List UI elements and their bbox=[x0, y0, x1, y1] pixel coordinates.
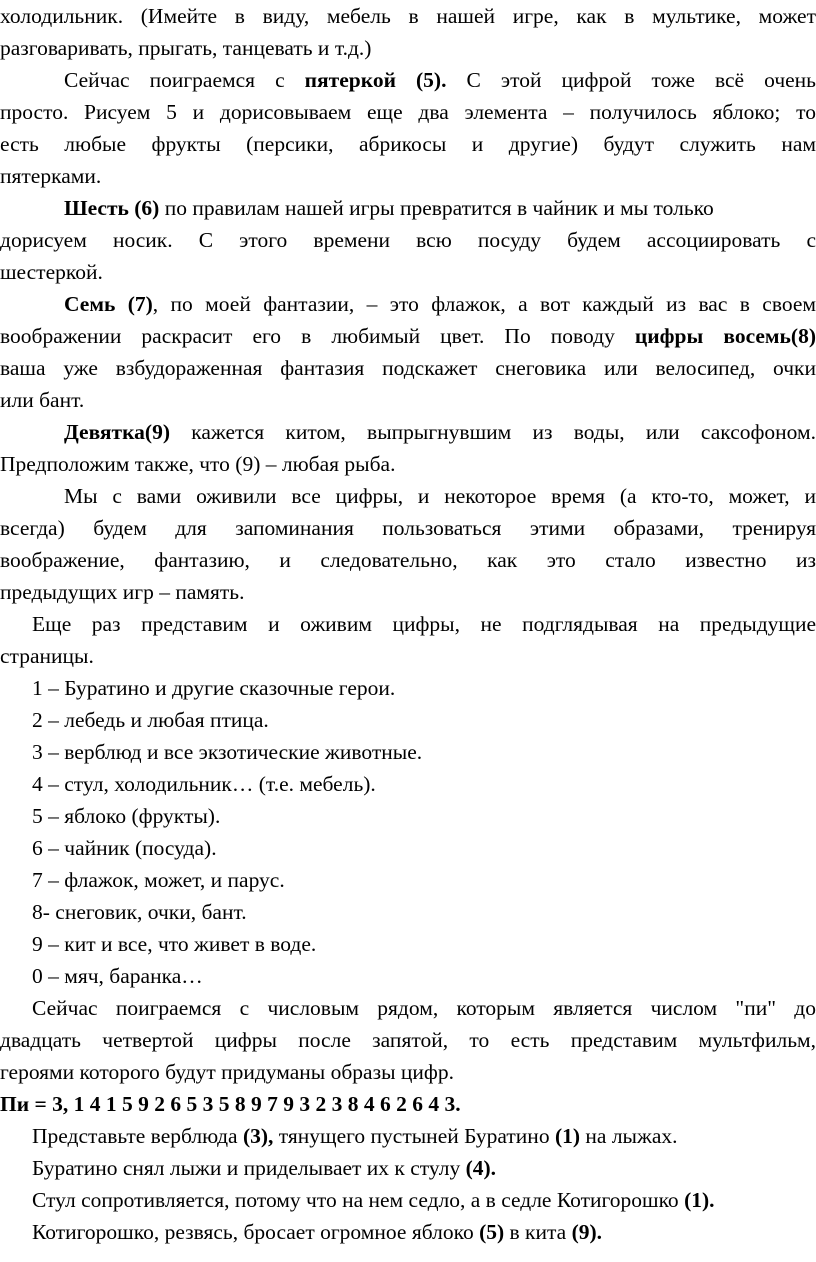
text-line: Шесть (6) по правилам нашей игры превратится в чайник и мы только bbox=[64, 196, 714, 220]
text-line: просто. Рисуем 5 и дорисовываем еще два элемента – получилось яблоко; то bbox=[0, 100, 816, 124]
text-line: есть любые фрукты (персики, абрикосы и другие) будут служить нам bbox=[0, 132, 816, 156]
bold-term: Девятка(9) bbox=[64, 420, 170, 444]
bold-term: Пи = 3, 1 4 1 5 9 2 6 5 3 5 8 9 7 9 3 2 3 8 4 6 2 6 4 3. bbox=[0, 1092, 461, 1116]
list-item: 2 – лебедь и любая птица. bbox=[32, 708, 269, 732]
bold-term: пятеркой (5). bbox=[304, 68, 447, 92]
list-item: 3 – верблюд и все экзотические животные. bbox=[32, 740, 423, 764]
text-line: разговаривать, прыгать, танцевать и т.д.) bbox=[0, 36, 372, 60]
text-line: Предположим также, что (9) – любая рыба. bbox=[0, 452, 396, 476]
text-line: Семь (7), по моей фантазии, – это флажок, а вот каждый из вас в своем bbox=[64, 292, 816, 316]
list-item: 0 – мяч, баранка… bbox=[32, 964, 203, 988]
text-line: воображение, фантазию, и следовательно, как это стало известно из bbox=[0, 548, 816, 572]
text-line: Еще раз представим и оживим цифры, не подглядывая на предыдущие bbox=[32, 612, 816, 636]
text-line: героями которого будут придуманы образы цифр. bbox=[0, 1060, 454, 1084]
text-line: ваша уже взбудораженная фантазия подскажет снеговика или велосипед, очки bbox=[0, 356, 816, 380]
list-item: 4 – стул, холодильник… (т.е. мебель). bbox=[32, 772, 376, 796]
text-line: пятерками. bbox=[0, 164, 102, 188]
list-item: 1 – Буратино и другие сказочные герои. bbox=[32, 676, 396, 700]
text-line: Мы с вами оживили все цифры, и некоторое время (а кто-то, может, и bbox=[64, 484, 816, 508]
bold-term: Семь (7) bbox=[64, 292, 153, 316]
text-line: Котигорошко, резвясь, бросает огромное яблоко (5) в кита (9). bbox=[32, 1220, 603, 1244]
text-line: Сейчас поиграемся с пятеркой (5). С этой цифрой тоже всё очень bbox=[64, 68, 816, 92]
list-item: 9 – кит и все, что живет в воде. bbox=[32, 932, 317, 956]
list-item: 5 – яблоко (фрукты). bbox=[32, 804, 221, 828]
list-item: 7 – флажок, может, и парус. bbox=[32, 868, 285, 892]
text-line: всегда) будем для запоминания пользоваться этими образами, тренируя bbox=[0, 516, 816, 540]
text-line: дорисуем носик. С этого времени всю посуду будем ассоциировать с bbox=[0, 228, 816, 252]
text-line: Буратино снял лыжи и приделывает их к стулу (4). bbox=[32, 1156, 497, 1180]
bold-term: Шесть (6) bbox=[64, 196, 160, 220]
text-line: страницы. bbox=[0, 644, 94, 668]
list-item: 6 – чайник (посуда). bbox=[32, 836, 217, 860]
text-line: Сейчас поиграемся с числовым рядом, которым является числом "пи" до bbox=[32, 996, 816, 1020]
text-line: холодильник. (Имейте в виду, мебель в нашей игре, как в мультике, может bbox=[0, 4, 816, 28]
text-line: предыдущих игр – память. bbox=[0, 580, 245, 604]
bold-term: цифры восемь(8) bbox=[634, 324, 816, 348]
text-line: шестеркой. bbox=[0, 260, 103, 284]
text-line: Девятка(9) кажется китом, выпрыгнувшим из воды, или саксофоном. bbox=[64, 420, 816, 444]
text-line: двадцать четвертой цифры после запятой, то есть представим мультфильм, bbox=[0, 1028, 816, 1052]
pi-digits-line bbox=[0, 1088, 816, 1120]
text-line: Представьте верблюда (3), тянущего пустыней Буратино (1) на лыжах. bbox=[32, 1124, 678, 1148]
text-line: Стул сопротивляется, потому что на нем седло, а в седле Котигорошко (1). bbox=[32, 1188, 715, 1212]
list-item: 8- снеговик, очки, бант. bbox=[32, 900, 247, 924]
text-line: или бант. bbox=[0, 388, 85, 412]
text-line: воображении раскрасит его в любимый цвет. По поводу цифры восемь(8) bbox=[0, 324, 816, 348]
